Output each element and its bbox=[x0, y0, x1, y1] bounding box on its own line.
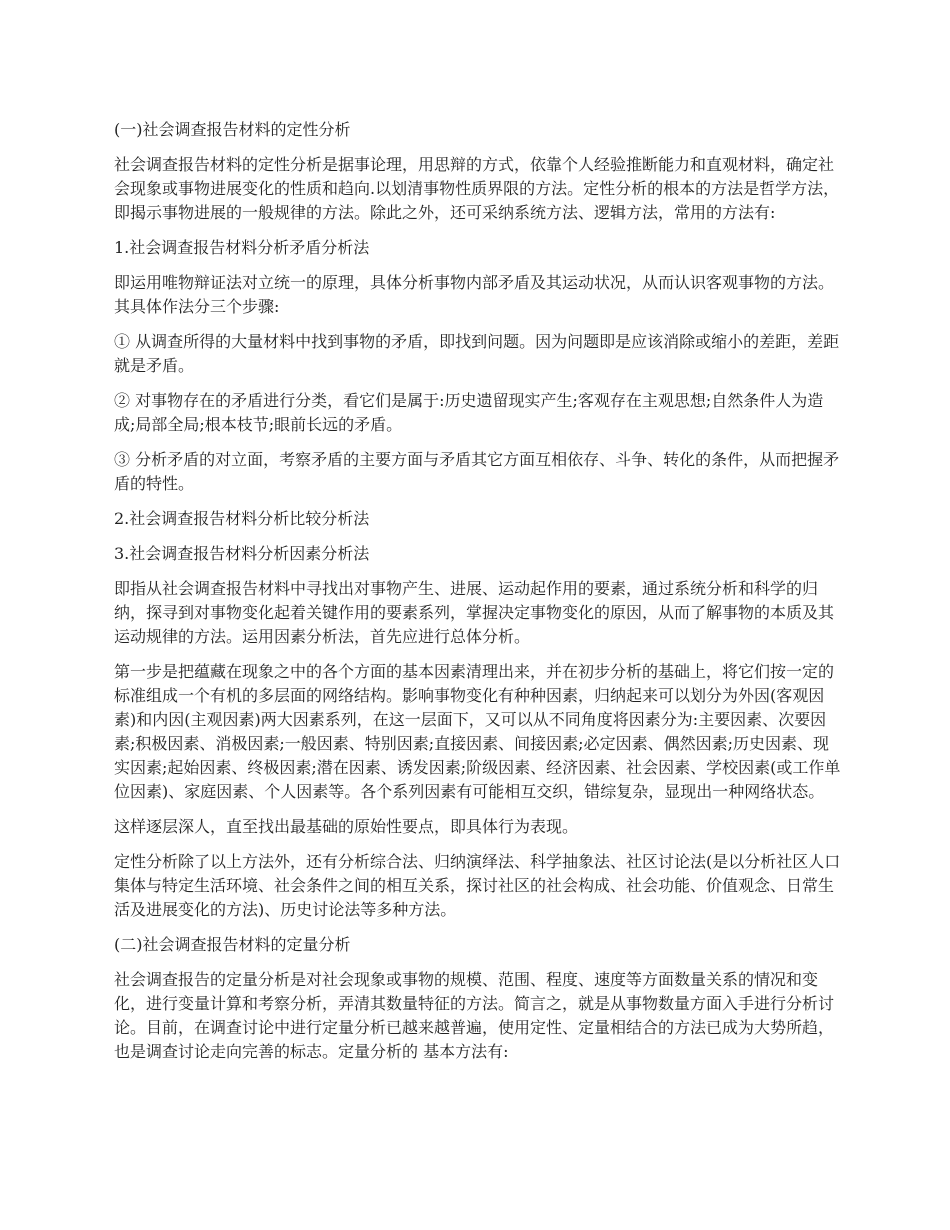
paragraph-layered-analysis: 这样逐层深人，直至找出最基础的原始性要点，即具体行为表现。 bbox=[114, 817, 579, 836]
document-body bbox=[114, 118, 842, 1075]
section-heading-qualitative: (一)社会调查报告材料的定性分析 bbox=[114, 120, 351, 139]
step-1-paragraph: ① 从调查所得的大量材料中找到事物的矛盾，即找到问题。因为问题即是应该消除或缩小的差距，差距就是矛盾。 bbox=[114, 332, 840, 375]
paragraph-other-methods: 定性分析除了以上方法外，还有分析综合法、归纳演绎法、科学抽象法、社区讨论法(是以分析社区人口集体与特定生活环境、社会条件之间的相互关系，探讨社区的社会构成、社会功能、价值观念、日常生活及进展变化的方法)、历史讨论法等多种方法。 bbox=[114, 852, 841, 919]
paragraph-qualitative-intro: 社会调查报告材料的定性分析是据事论理，用思辩的方式，依靠个人经验推断能力和直观材料，确定社会现象或事物进展变化的性质和趋向.以划清事物性质界限的方法。定性分析的根本的方法是哲学方法，即揭示事物进展的一般规律的方法。除此之外，还可采纳系统方法、逻辑方法，常用的方法有: bbox=[114, 155, 840, 222]
paragraph-factor-intro: 即指从社会调查报告材料中寻找出对事物产生、进展、运动起作用的要素，通过系统分析和科学的归纳，探寻到对事物变化起着关键作用的要素系列，掌握决定事物变化的原因，从而了解事物的本质及其运动规律的方法。运用因素分析法，首先应进行总体分析。 bbox=[114, 579, 835, 646]
paragraph-factor-first-step: 第一步是把蕴藏在现象之中的各个方面的基本因素清理出来，并在初步分析的基础上，将它们按一定的标准组成一个有机的多层面的网络结构。影响事物变化有种种因素，归纳起来可以划分为外因(客观因素)和内因(主观因素)两大因素系列，在这一层面下，又可以从不同角度将因素分为:主要因素、次要因素;积极因素、消极因素;一般因素、特别因素;直接因素、间接因素;必定因素、偶然因素;历史因素、现实因素;起始因素、终极因素;潜在因素、诱发因素;阶级因素、经济因素、社会因素、学校因素(或工作单位因素)、家庭因素、个人因素等。各个系列因素有可能相互交织，错综复杂，显现出一种网络状态。 bbox=[114, 662, 841, 801]
section-heading-quantitative: (二)社会调查报告材料的定量分析 bbox=[114, 935, 351, 954]
subheading-factor-analysis: 3.社会调查报告材料分析因素分析法 bbox=[114, 544, 370, 563]
step-3-paragraph: ③ 分析矛盾的对立面，考察矛盾的主要方面与矛盾其它方面互相依存、斗争、转化的条件，从而把握矛盾的特性。 bbox=[114, 450, 840, 493]
step-2-paragraph: ② 对事物存在的矛盾进行分类，看它们是属于:历史遗留现实产生;客观存在主观思想;自然条件人为造成;局部全局;根本枝节;眼前长远的矛盾。 bbox=[114, 391, 824, 434]
subheading-contradiction-analysis: 1.社会调查报告材料分析矛盾分析法 bbox=[114, 238, 370, 257]
subheading-comparison-analysis: 2.社会调查报告材料分析比较分析法 bbox=[114, 509, 370, 528]
paragraph-quantitative-intro: 社会调查报告的定量分析是对社会现象或事物的规模、范围、程度、速度等方面数量关系的情况和变化，进行变量计算和考察分析，弄清其数量特征的方法。简言之，就是从事物数量方面入手进行分析讨论。目前，在调查讨论中进行定量分析已越来越普遍，使用定性、定量相结合的方法已成为大势所趋，也是调查讨论走向完善的标志。定量分析的 基本方法有: bbox=[114, 970, 835, 1061]
paragraph-contradiction-intro: 即运用唯物辩证法对立统一的原理，具体分析事物内部矛盾及其运动状况，从而认识客观事物的方法。其具体作法分三个步骤: bbox=[114, 273, 835, 316]
